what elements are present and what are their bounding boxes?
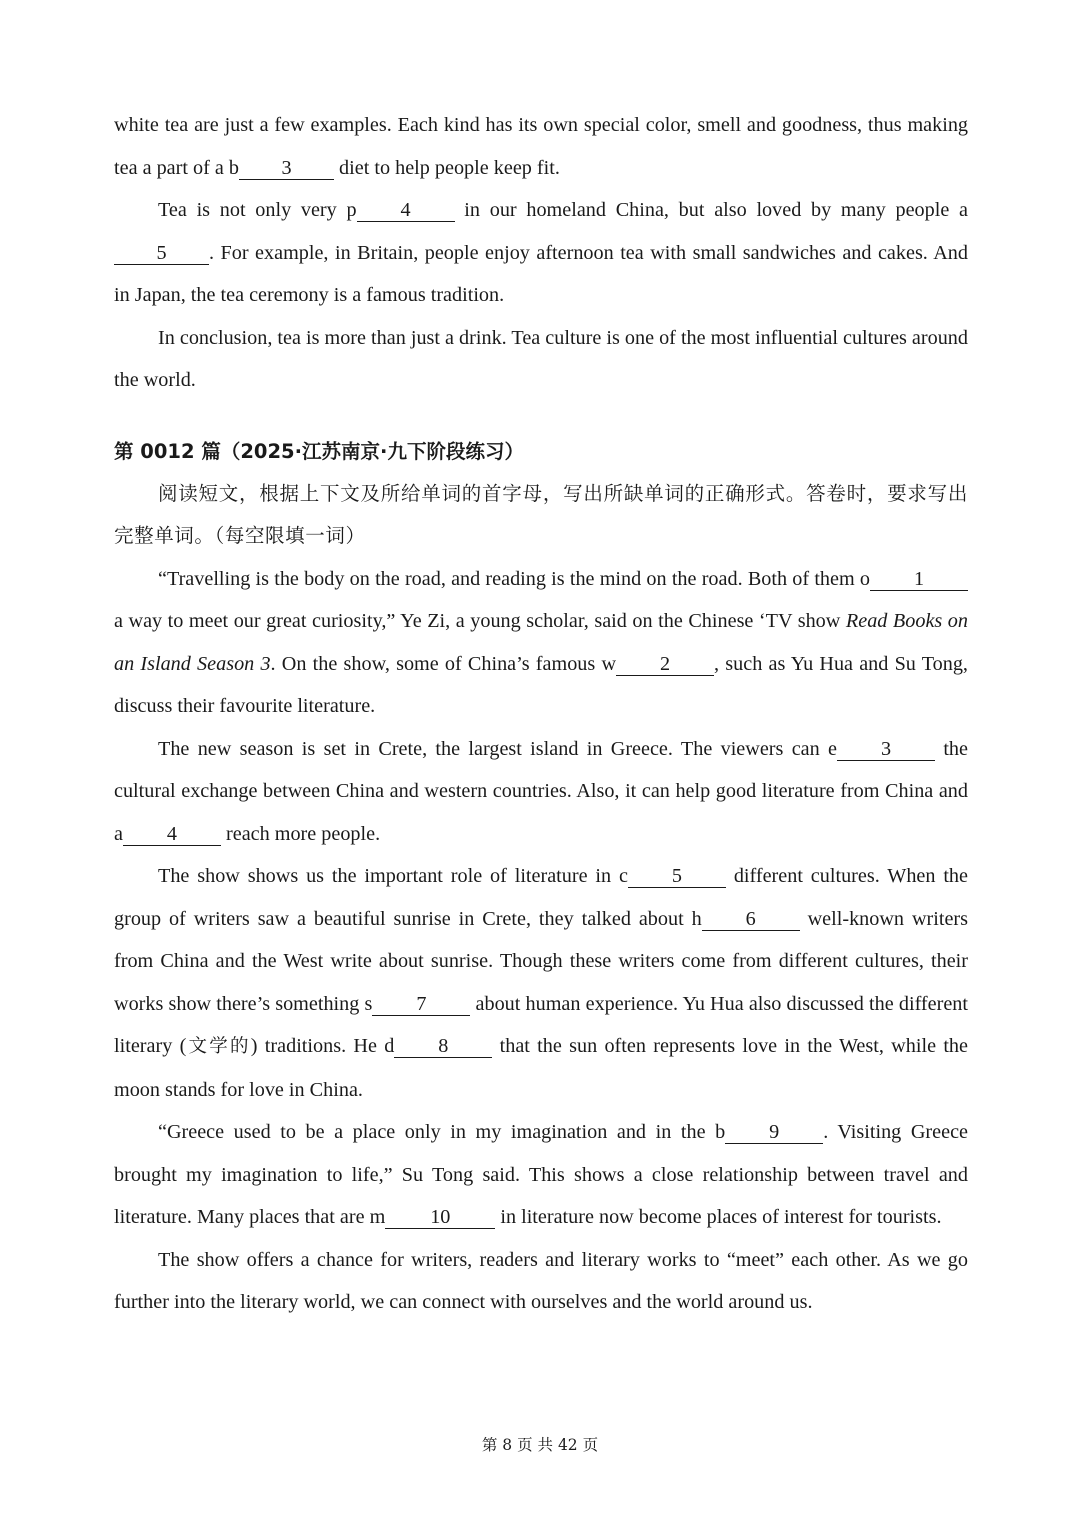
passage-heading: 第 0012 篇（2025·江苏南京·九下阶段练习） (114, 439, 524, 463)
paragraph-show-offers: The show offers a chance for writers, readers and literary works to “meet” each other. As we go further into the literary world, we can connect with ourselves and the world around us. (114, 1248, 968, 1313)
page-footer: 第 8 页 共 42 页 (481, 1436, 599, 1454)
blank-10: 10 (385, 1206, 495, 1229)
blank-4: 4 (357, 199, 455, 222)
paragraph-tea-conclusion: In conclusion, tea is more than just a drink. Tea culture is one of the most influential cultures around the world. (114, 326, 968, 391)
blank-6: 6 (702, 908, 800, 931)
blank-5: 5 (114, 242, 209, 265)
blank-2: 2 (616, 653, 714, 676)
blank-9: 9 (725, 1121, 823, 1144)
paragraph-greece: “Greece used to be a place only in my imagination and in the b 9 . Visiting Greece brought my imagination to life,” Su Tong said. This shows a close relationship between travel and literature. Many places that are m 10 in literature now become places of interest for tourists. (114, 1121, 968, 1228)
blank-8: 8 (394, 1035, 492, 1058)
page-content (114, 104, 968, 1324)
paragraph-travelling-reading: “Travelling is the body on the road, and reading is the mind on the road. Both of them o 1 a way to meet our great curiosity,” Ye Zi, a young scholar, said on the Chinese ‘TV show Read Books on an Island Season 3. On the show, some of China’s famous w 2 , such as Yu Hua and Su Tong, discuss their favourite literature. (114, 567, 968, 717)
blank-5: 5 (628, 865, 726, 888)
paragraph-tea-kinds: white tea are just a few examples. Each kind has its own special color, smell and goodness, thus making tea a part of a b 3 diet to help people keep fit. (114, 114, 969, 179)
instructions: 阅读短文，根据上下文及所给单词的首字母，写出所缺单词的正确形式。答卷时，要求写出完整单词。（每空限填一词） (114, 481, 968, 547)
blank-3: 3 (239, 157, 334, 180)
blank-3: 3 (837, 738, 935, 761)
chinese-gloss: 文学的 (186, 1036, 251, 1057)
blank-7: 7 (372, 993, 470, 1016)
paragraph-role-of-literature: The show shows us the important role of literature in c 5 different cultures. When the group of writers saw a beautiful sunrise in Crete, they talked about h 6 well-known writers from China and the West write about sunrise. Though these writers come from different cultures, their works show there’s something s 7 about human experience. Yu Hua also discussed the different literary (文学的) traditions. He d 8 that the sun often represents love in the West, while the moon stands for love in China. (114, 865, 968, 1101)
blank-4: 4 (123, 823, 221, 846)
paragraph-new-season: The new season is set in Crete, the largest island in Greece. The viewers can e 3 the cultural exchange between China and western countries. Also, it can help good literature from China and a 4 reach more people. (114, 737, 968, 845)
show-title: Read Books on an Island Season 3 (114, 610, 968, 675)
blank-1: 1 (870, 568, 968, 591)
paragraph-tea-popular: Tea is not only very p 4 in our homeland China, but also loved by many people a5 . For example, in Britain, people enjoy afternoon tea with small sandwiches and cakes. And in Japan, the tea ceremony is a famous tradition. (114, 199, 968, 306)
